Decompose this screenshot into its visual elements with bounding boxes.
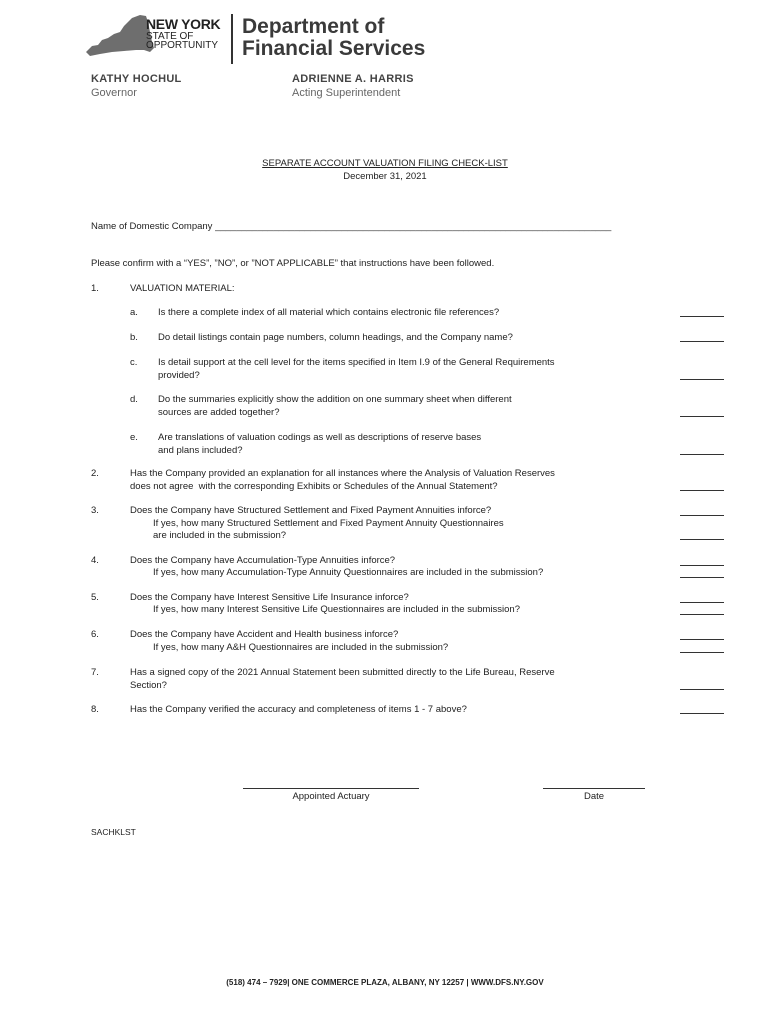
answer-blank[interactable]	[680, 416, 724, 417]
answer-blank[interactable]	[680, 341, 724, 342]
item-number: 7.	[91, 667, 99, 678]
department-name-line2: Financial Services	[242, 37, 426, 60]
item-text-line1: Are translations of valuation codings as well as descriptions of reserve bases	[158, 432, 482, 443]
item-text-line1: Has the Company provided an explanation for all instances where the Analysis of Valuation Reserves	[130, 468, 555, 479]
document-title: SEPARATE ACCOUNT VALUATION FILING CHECK-LIST	[262, 158, 508, 169]
item-text-line2: and plans included?	[158, 445, 243, 456]
item-letter: a.	[130, 307, 138, 318]
item-text-line1: Do the summaries explicitly show the addition on one summary sheet when different	[158, 394, 512, 405]
signature-label: Appointed Actuary	[292, 791, 370, 802]
ny-wordmark-line2: STATE OF	[146, 31, 194, 42]
item-text: Has the Company verified the accuracy and completeness of items 1 - 7 above?	[130, 704, 467, 715]
form-code: SACHKLST	[91, 827, 136, 837]
item-number: 3.	[91, 505, 99, 516]
item-letter: b.	[130, 332, 138, 343]
item-heading: VALUATION MATERIAL:	[130, 283, 235, 294]
document-date: December 31, 2021	[343, 171, 427, 182]
date-line[interactable]	[543, 788, 645, 789]
governor-title: Governor	[91, 87, 137, 99]
item-number: 8.	[91, 704, 99, 715]
item-text: Is there a complete index of all material which contains electronic file references?	[158, 307, 500, 318]
answer-blank-count[interactable]	[680, 577, 724, 578]
answer-blank[interactable]	[680, 379, 724, 380]
answer-blank[interactable]	[680, 689, 724, 690]
ny-wordmark-line3: OPPORTUNITY	[146, 40, 219, 51]
instruction-text: Please confirm with a “YES”, ”NO”, or ”NOT APPLICABLE” that instructions have been followed.	[91, 258, 495, 269]
superintendent-name: ADRIENNE A. HARRIS	[292, 73, 414, 85]
item-text-line1: Has a signed copy of the 2021 Annual Statement been submitted directly to the Life Bureau, Reserve	[130, 667, 555, 678]
letterhead-divider	[231, 14, 233, 64]
item-text-line1: Does the Company have Accident and Health business inforce?	[130, 629, 399, 640]
item-text-line1: Does the Company have Structured Settlement and Fixed Payment Annuities inforce?	[130, 505, 492, 516]
answer-blank-count[interactable]	[680, 614, 724, 615]
item-text-line2: provided?	[158, 370, 200, 381]
item-text-line2: Section?	[130, 680, 167, 691]
company-name-field: Name of Domestic Company ___________________________________________________________________________	[91, 221, 612, 232]
answer-blank[interactable]	[680, 316, 724, 317]
ny-wordmark-line1: NEW YORK	[146, 16, 221, 32]
item-text-line2: does not agree with the corresponding Exhibits or Schedules of the Annual Statement?	[130, 481, 498, 492]
item-number: 5.	[91, 592, 99, 603]
signature-line[interactable]	[243, 788, 419, 789]
item-text-line2: If yes, how many A&H Questionnaires are included in the submission?	[153, 642, 449, 653]
answer-blank-inforce[interactable]	[680, 602, 724, 603]
item-text-line2: If yes, how many Accumulation-Type Annuity Questionnaires are included in the submission?	[153, 567, 544, 578]
answer-blank-inforce[interactable]	[680, 515, 724, 516]
answer-blank[interactable]	[680, 490, 724, 491]
answer-blank-count[interactable]	[680, 652, 724, 653]
item-text-line1: Does the Company have Interest Sensitive Life Insurance inforce?	[130, 592, 409, 603]
answer-blank[interactable]	[680, 713, 724, 714]
item-text: Do detail listings contain page numbers, column headings, and the Company name?	[158, 332, 513, 343]
footer-contact: (518) 474 – 7929| ONE COMMERCE PLAZA, ALBANY, NY 12257 | WWW.DFS.NY.GOV	[226, 978, 544, 987]
item-text-line3: are included in the submission?	[153, 530, 287, 541]
item-number: 4.	[91, 555, 99, 566]
item-text-line2: sources are added together?	[158, 407, 280, 418]
item-text-line2: If yes, how many Interest Sensitive Life Questionnaires are included in the submission?	[153, 604, 520, 615]
answer-blank-inforce[interactable]	[680, 639, 724, 640]
item-number: 2.	[91, 468, 99, 479]
item-letter: d.	[130, 394, 138, 405]
superintendent-title: Acting Superintendent	[292, 87, 401, 99]
date-label: Date	[583, 791, 605, 802]
department-name-line1: Department of	[242, 15, 385, 38]
item-number: 1.	[91, 283, 99, 294]
governor-name: KATHY HOCHUL	[91, 73, 182, 85]
answer-blank[interactable]	[680, 454, 724, 455]
answer-blank-count[interactable]	[680, 539, 724, 540]
item-text-line1: Does the Company have Accumulation-Type Annuities inforce?	[130, 555, 396, 566]
item-text-line2: If yes, how many Structured Settlement and Fixed Payment Annuity Questionnaires	[153, 518, 504, 529]
item-text-line1: Is detail support at the cell level for the items specified in Item I.9 of the General Requirements	[158, 357, 555, 368]
answer-blank-inforce[interactable]	[680, 565, 724, 566]
item-number: 6.	[91, 629, 99, 640]
item-letter: e.	[130, 432, 138, 443]
item-letter: c.	[130, 357, 138, 368]
